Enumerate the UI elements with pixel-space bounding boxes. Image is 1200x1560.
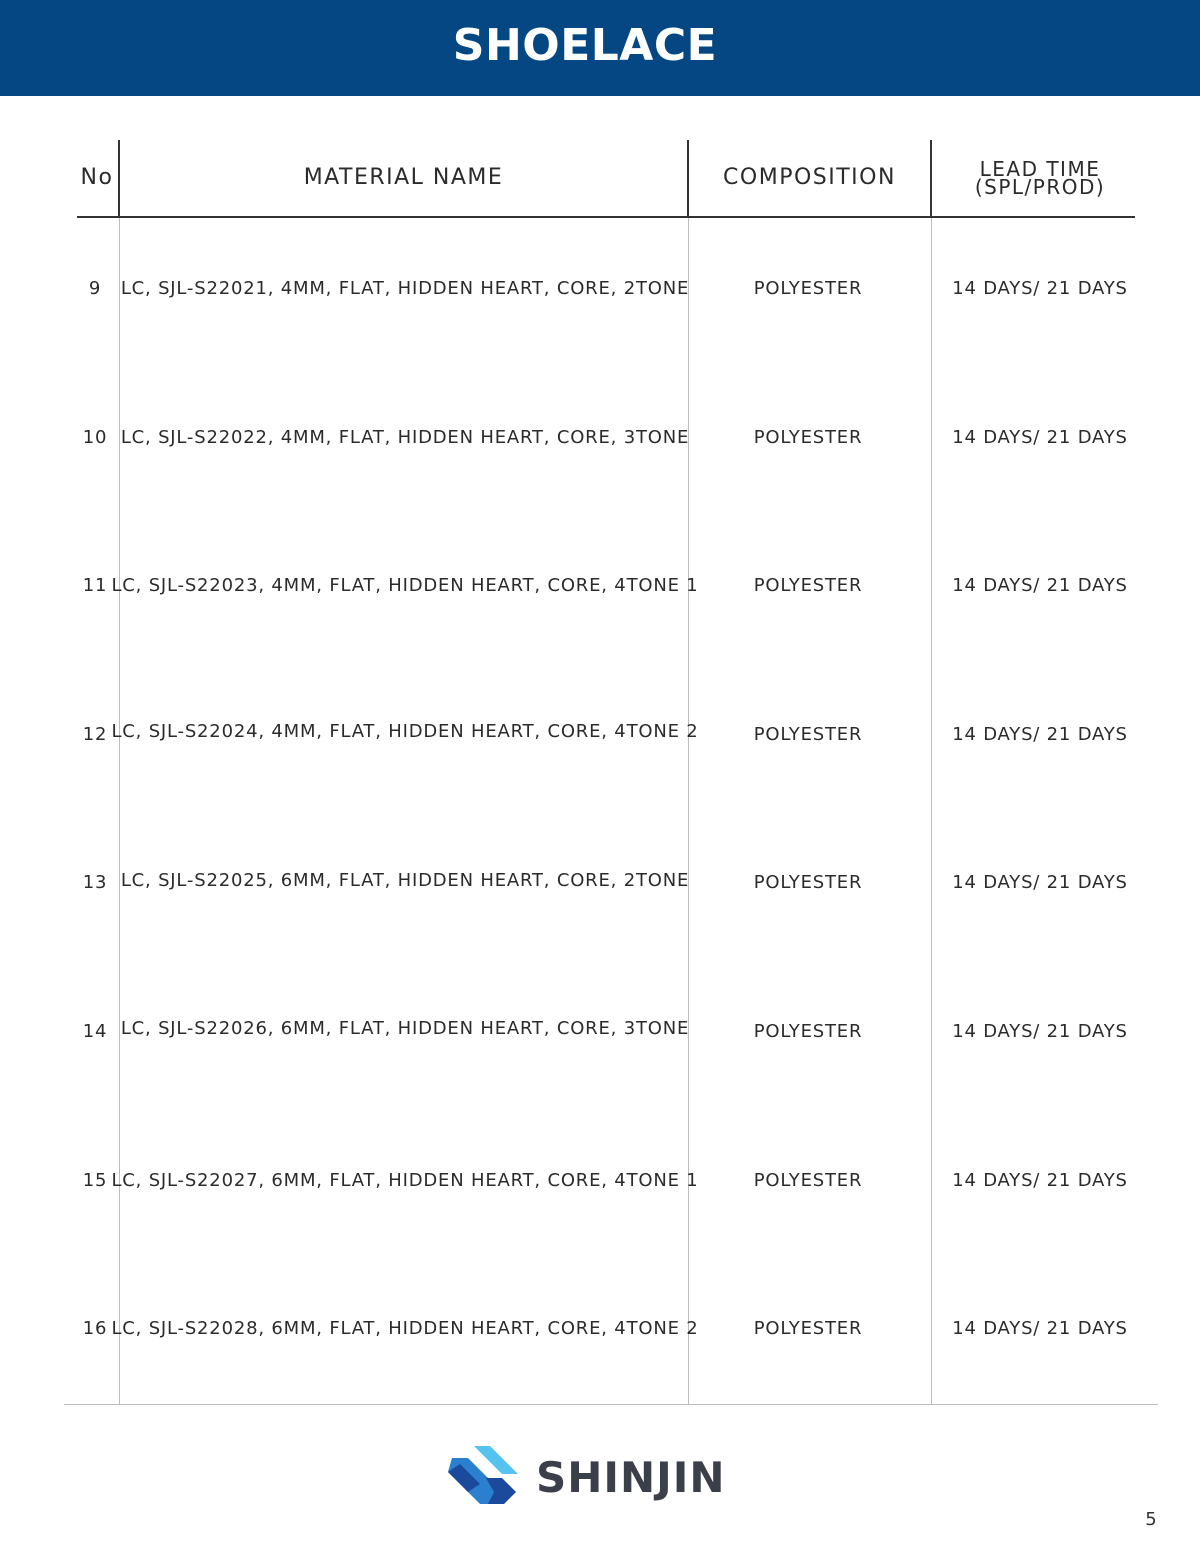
material-name-cell: LC, SJL-S22023, 4MM, FLAT, HIDDEN HEART, CORE, 4TONE 1 (111, 574, 699, 596)
lead-time-cell: 14 DAYS/ 21 DAYS (952, 1317, 1128, 1339)
composition-cell: POLYESTER (753, 426, 863, 448)
brand-wordmark: SHINJIN (536, 1453, 726, 1502)
lead-time-cell: 14 DAYS/ 21 DAYS (952, 1169, 1128, 1191)
lead-time-cell: 14 DAYS/ 21 DAYS (952, 871, 1128, 893)
column-header-material-name: MATERIAL NAME (303, 165, 504, 190)
column-divider (688, 218, 689, 1404)
material-name-cell: LC, SJL-S22026, 6MM, FLAT, HIDDEN HEART, CORE, 3TONE (120, 1017, 690, 1039)
composition-cell: POLYESTER (753, 574, 863, 596)
composition-cell: POLYESTER (753, 1020, 863, 1042)
column-header-composition: COMPOSITION (723, 165, 896, 190)
lead-time-cell: 14 DAYS/ 21 DAYS (952, 426, 1128, 448)
composition-cell: POLYESTER (753, 277, 863, 299)
lead-time-cell: 14 DAYS/ 21 DAYS (952, 574, 1128, 596)
composition-cell: POLYESTER (753, 723, 863, 745)
column-header-no: No (80, 165, 114, 190)
page-number: 5 (1145, 1509, 1157, 1530)
composition-cell: POLYESTER (753, 1317, 863, 1339)
header-underline (77, 216, 1135, 218)
material-name-cell: LC, SJL-S22021, 4MM, FLAT, HIDDEN HEART, CORE, 2TONE (120, 277, 690, 299)
column-header-lead-time (932, 140, 1148, 216)
page-title: SHOELACE (452, 20, 718, 71)
lead-time-cell: 14 DAYS/ 21 DAYS (952, 277, 1128, 299)
composition-cell: POLYESTER (753, 1169, 863, 1191)
composition-cell: POLYESTER (753, 871, 863, 893)
row-number: 13 (82, 871, 108, 893)
shinjin-logo-icon (446, 1444, 766, 1510)
column-divider (931, 218, 932, 1404)
column-divider (119, 218, 120, 1404)
row-number: 14 (82, 1020, 108, 1042)
lead-time-header-line2: (SPL/PROD) (974, 175, 1106, 199)
row-number: 15 (82, 1169, 108, 1191)
material-name-cell: LC, SJL-S22027, 6MM, FLAT, HIDDEN HEART, CORE, 4TONE 1 (111, 1169, 699, 1191)
row-number: 11 (82, 574, 108, 596)
table-bottom-rule (64, 1404, 1158, 1405)
row-number: 16 (82, 1317, 108, 1339)
lead-time-cell: 14 DAYS/ 21 DAYS (952, 723, 1128, 745)
material-name-cell: LC, SJL-S22028, 6MM, FLAT, HIDDEN HEART, CORE, 4TONE 2 (111, 1317, 699, 1339)
material-name-cell: LC, SJL-S22024, 4MM, FLAT, HIDDEN HEART, CORE, 4TONE 2 (111, 720, 699, 742)
lead-time-header-line1: LEAD TIME (979, 157, 1101, 181)
material-name-cell: LC, SJL-S22025, 6MM, FLAT, HIDDEN HEART, CORE, 2TONE (120, 869, 690, 891)
material-name-cell: LC, SJL-S22022, 4MM, FLAT, HIDDEN HEART, CORE, 3TONE (120, 426, 690, 448)
row-number: 10 (82, 426, 108, 448)
lead-time-cell: 14 DAYS/ 21 DAYS (952, 1020, 1128, 1042)
row-number: 9 (88, 277, 102, 299)
shinjin-logo (446, 1444, 766, 1510)
row-number: 12 (82, 723, 108, 745)
